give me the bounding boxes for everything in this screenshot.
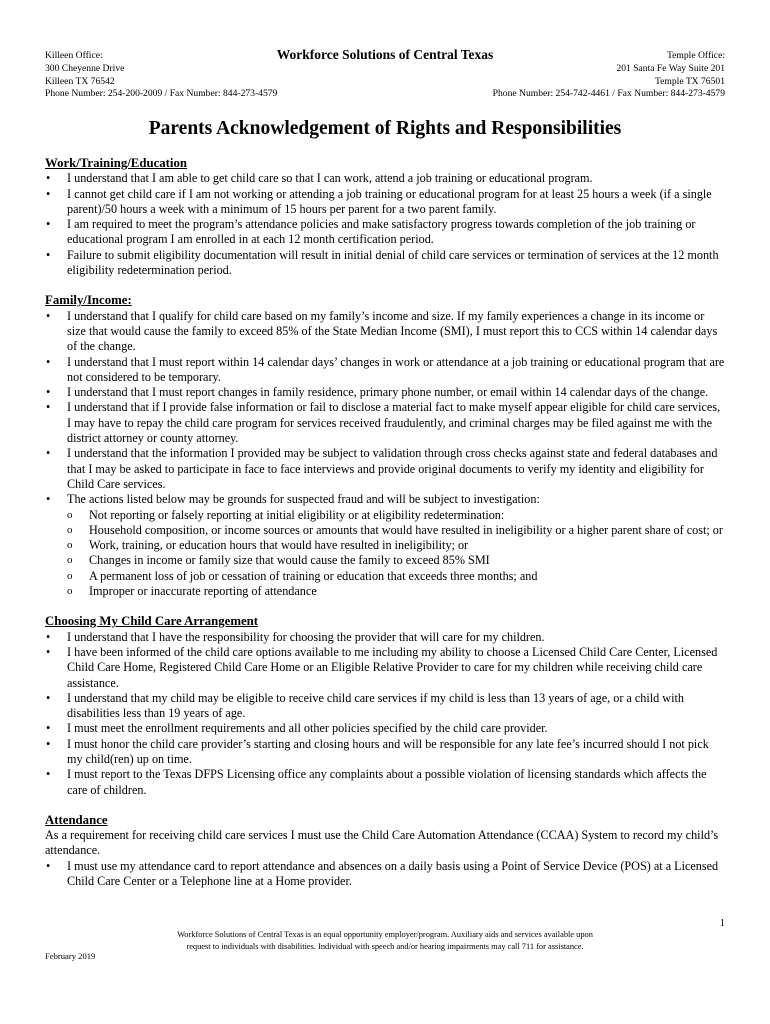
list-item bbox=[45, 492, 725, 599]
temple-office-label: Temple Office: bbox=[666, 50, 725, 61]
sub-list-item: o A permanent loss of job or cessation of training or education that exceeds three months; and bbox=[67, 569, 725, 584]
list-item: • I must honor the child care provider’s starting and closing hours and will be responsible for any late fee’s incurred should I not pick my child(ren) up on time. bbox=[45, 737, 725, 768]
footer-line: Workforce Solutions of Central Texas is an equal opportunity employer/program. Auxiliary aids and services available upon bbox=[177, 930, 593, 939]
organization-title: Workforce Solutions of Central Texas bbox=[276, 47, 494, 62]
list-item: • I am required to meet the program’s attendance policies and make satisfactory progress towards completion of the job training or educational program I am enrolled in at each 12 month certification period. bbox=[45, 217, 725, 248]
page-number: 1 bbox=[719, 918, 725, 929]
footer-notice bbox=[0, 929, 770, 952]
document-body bbox=[45, 156, 725, 904]
section-family-income bbox=[45, 293, 725, 599]
section-heading: Work/Training/Education bbox=[45, 156, 187, 170]
fraud-sub-list bbox=[67, 508, 725, 600]
list-item: • I must meet the enrollment requirements and all other policies specified by the child care provider. bbox=[45, 721, 725, 736]
sub-list-item: o Household composition, or income sources or amounts that would have resulted in ineligibility or a higher parent share of cost; or bbox=[67, 523, 725, 538]
footer-line: request to individuals with disabilities. Individual with speech and/or hearing impairments may call 711 for assistance. bbox=[186, 941, 584, 951]
list-item: • I understand that I am able to get child care so that I can work, attend a job training or educational program. bbox=[45, 171, 725, 186]
list-item: • I understand that I must report within 14 calendar days’ changes in work or attendance at a job training or educational program that are not considered to be temporary. bbox=[45, 355, 725, 386]
list-item: • I understand that my child may be eligible to receive child care services if my child is less than 13 years of age, or a child with disabilities less than 19 years of age. bbox=[45, 691, 725, 722]
section-attendance bbox=[45, 813, 725, 889]
list-item: • Failure to submit eligibility documentation will result in initial denial of child care services or termination of services at the 12 month eligibility redetermination period. bbox=[45, 248, 725, 279]
list-item: • I have been informed of the child care options available to me including my ability to choose a Licensed Child Care Center, Licensed Child Care Home, Registered Child Care Home or an Eligible Relative Provider to care for my children while receiving child care assistance. bbox=[45, 645, 725, 691]
sub-list-item: o Not reporting or falsely reporting at initial eligibility or at eligibility redetermination: bbox=[67, 508, 725, 523]
list-item: • I must use my attendance card to report attendance and absences on a daily basis using a Point of Service Device (POS) at a Licensed Child Care Center or a Telephone line at a Home provider. bbox=[45, 859, 725, 890]
sub-list-item: o Improper or inaccurate reporting of attendance bbox=[67, 584, 725, 599]
list-item: • I must report to the Texas DFPS Licensing office any complaints about a possible violation of licensing standards which affects the care of children. bbox=[45, 767, 725, 798]
killeen-office-label: Killeen Office: bbox=[45, 50, 103, 61]
killeen-city: Killeen TX 76542 bbox=[45, 75, 115, 87]
temple-address: 201 Santa Fe Way Suite 201 bbox=[616, 62, 725, 74]
temple-city: Temple TX 76501 bbox=[654, 75, 725, 87]
list-item: • I understand that if I provide false information or fail to disclose a material fact to make myself appear eligible for child care services, I may have to repay the child care program for services received fraudulently, and criminal charges may be filed against me with the district attorney or county attorney. bbox=[45, 400, 725, 446]
section-heading: Family/Income: bbox=[45, 293, 132, 308]
list-item: • I understand that the information I provided may be subject to validation through cross checks against state and federal databases and that I may be asked to participate in face to face interviews and provide original documents to verify my identity and eligibility for Child Care services. bbox=[45, 446, 725, 492]
section-choosing-child-care bbox=[45, 614, 725, 798]
list-item-text: The actions listed below may be grounds for suspected fraud and will be subject to investigation: bbox=[67, 492, 540, 507]
section-heading: Choosing My Child Care Arrangement bbox=[45, 614, 259, 629]
sub-list-item: o Work, training, or education hours that would have resulted in ineligibility; or bbox=[67, 538, 725, 553]
section-heading: Attendance bbox=[45, 812, 108, 827]
killeen-phone: Phone Number: 254-200-2009 / Fax Number: 844-273-4579 bbox=[45, 88, 278, 100]
section-work-training-education bbox=[45, 156, 725, 278]
list-item: • I understand that I qualify for child care based on my family’s income and size. If my family experiences a change in its income or size that would cause the family to exceed 85% of the State Median Income (SMI), I must report this to CCS within 14 calendar days of the change. bbox=[45, 309, 725, 355]
sub-list-item: o Changes in income or family size that would cause the family to exceed 85% SMI bbox=[67, 553, 725, 568]
attendance-intro: As a requirement for receiving child care services I must use the Child Care Automation Attendance (CCAA) System to record my child’s attendance. bbox=[45, 828, 719, 858]
document-date: February 2019 bbox=[45, 951, 96, 961]
document-title: Parents Acknowledgement of Rights and Responsibilities bbox=[148, 118, 622, 139]
killeen-address: 300 Cheyenne Drive bbox=[45, 62, 125, 74]
list-item: • I understand that I must report changes in family residence, primary phone number, or email within 14 calendar days of the change. bbox=[45, 385, 725, 400]
list-item: • I understand that I have the responsibility for choosing the provider that will care for my children. bbox=[45, 630, 725, 645]
temple-phone: Phone Number: 254-742-4461 / Fax Number: 844-273-4579 bbox=[492, 88, 725, 100]
temple-office-block bbox=[493, 50, 725, 101]
list-item: • I cannot get child care if I am not working or attending a job training or educational program for at least 25 hours a week (if a single parent)/50 hours a week with a minimum of 15 hours per parent for a two parent family. bbox=[45, 187, 725, 218]
